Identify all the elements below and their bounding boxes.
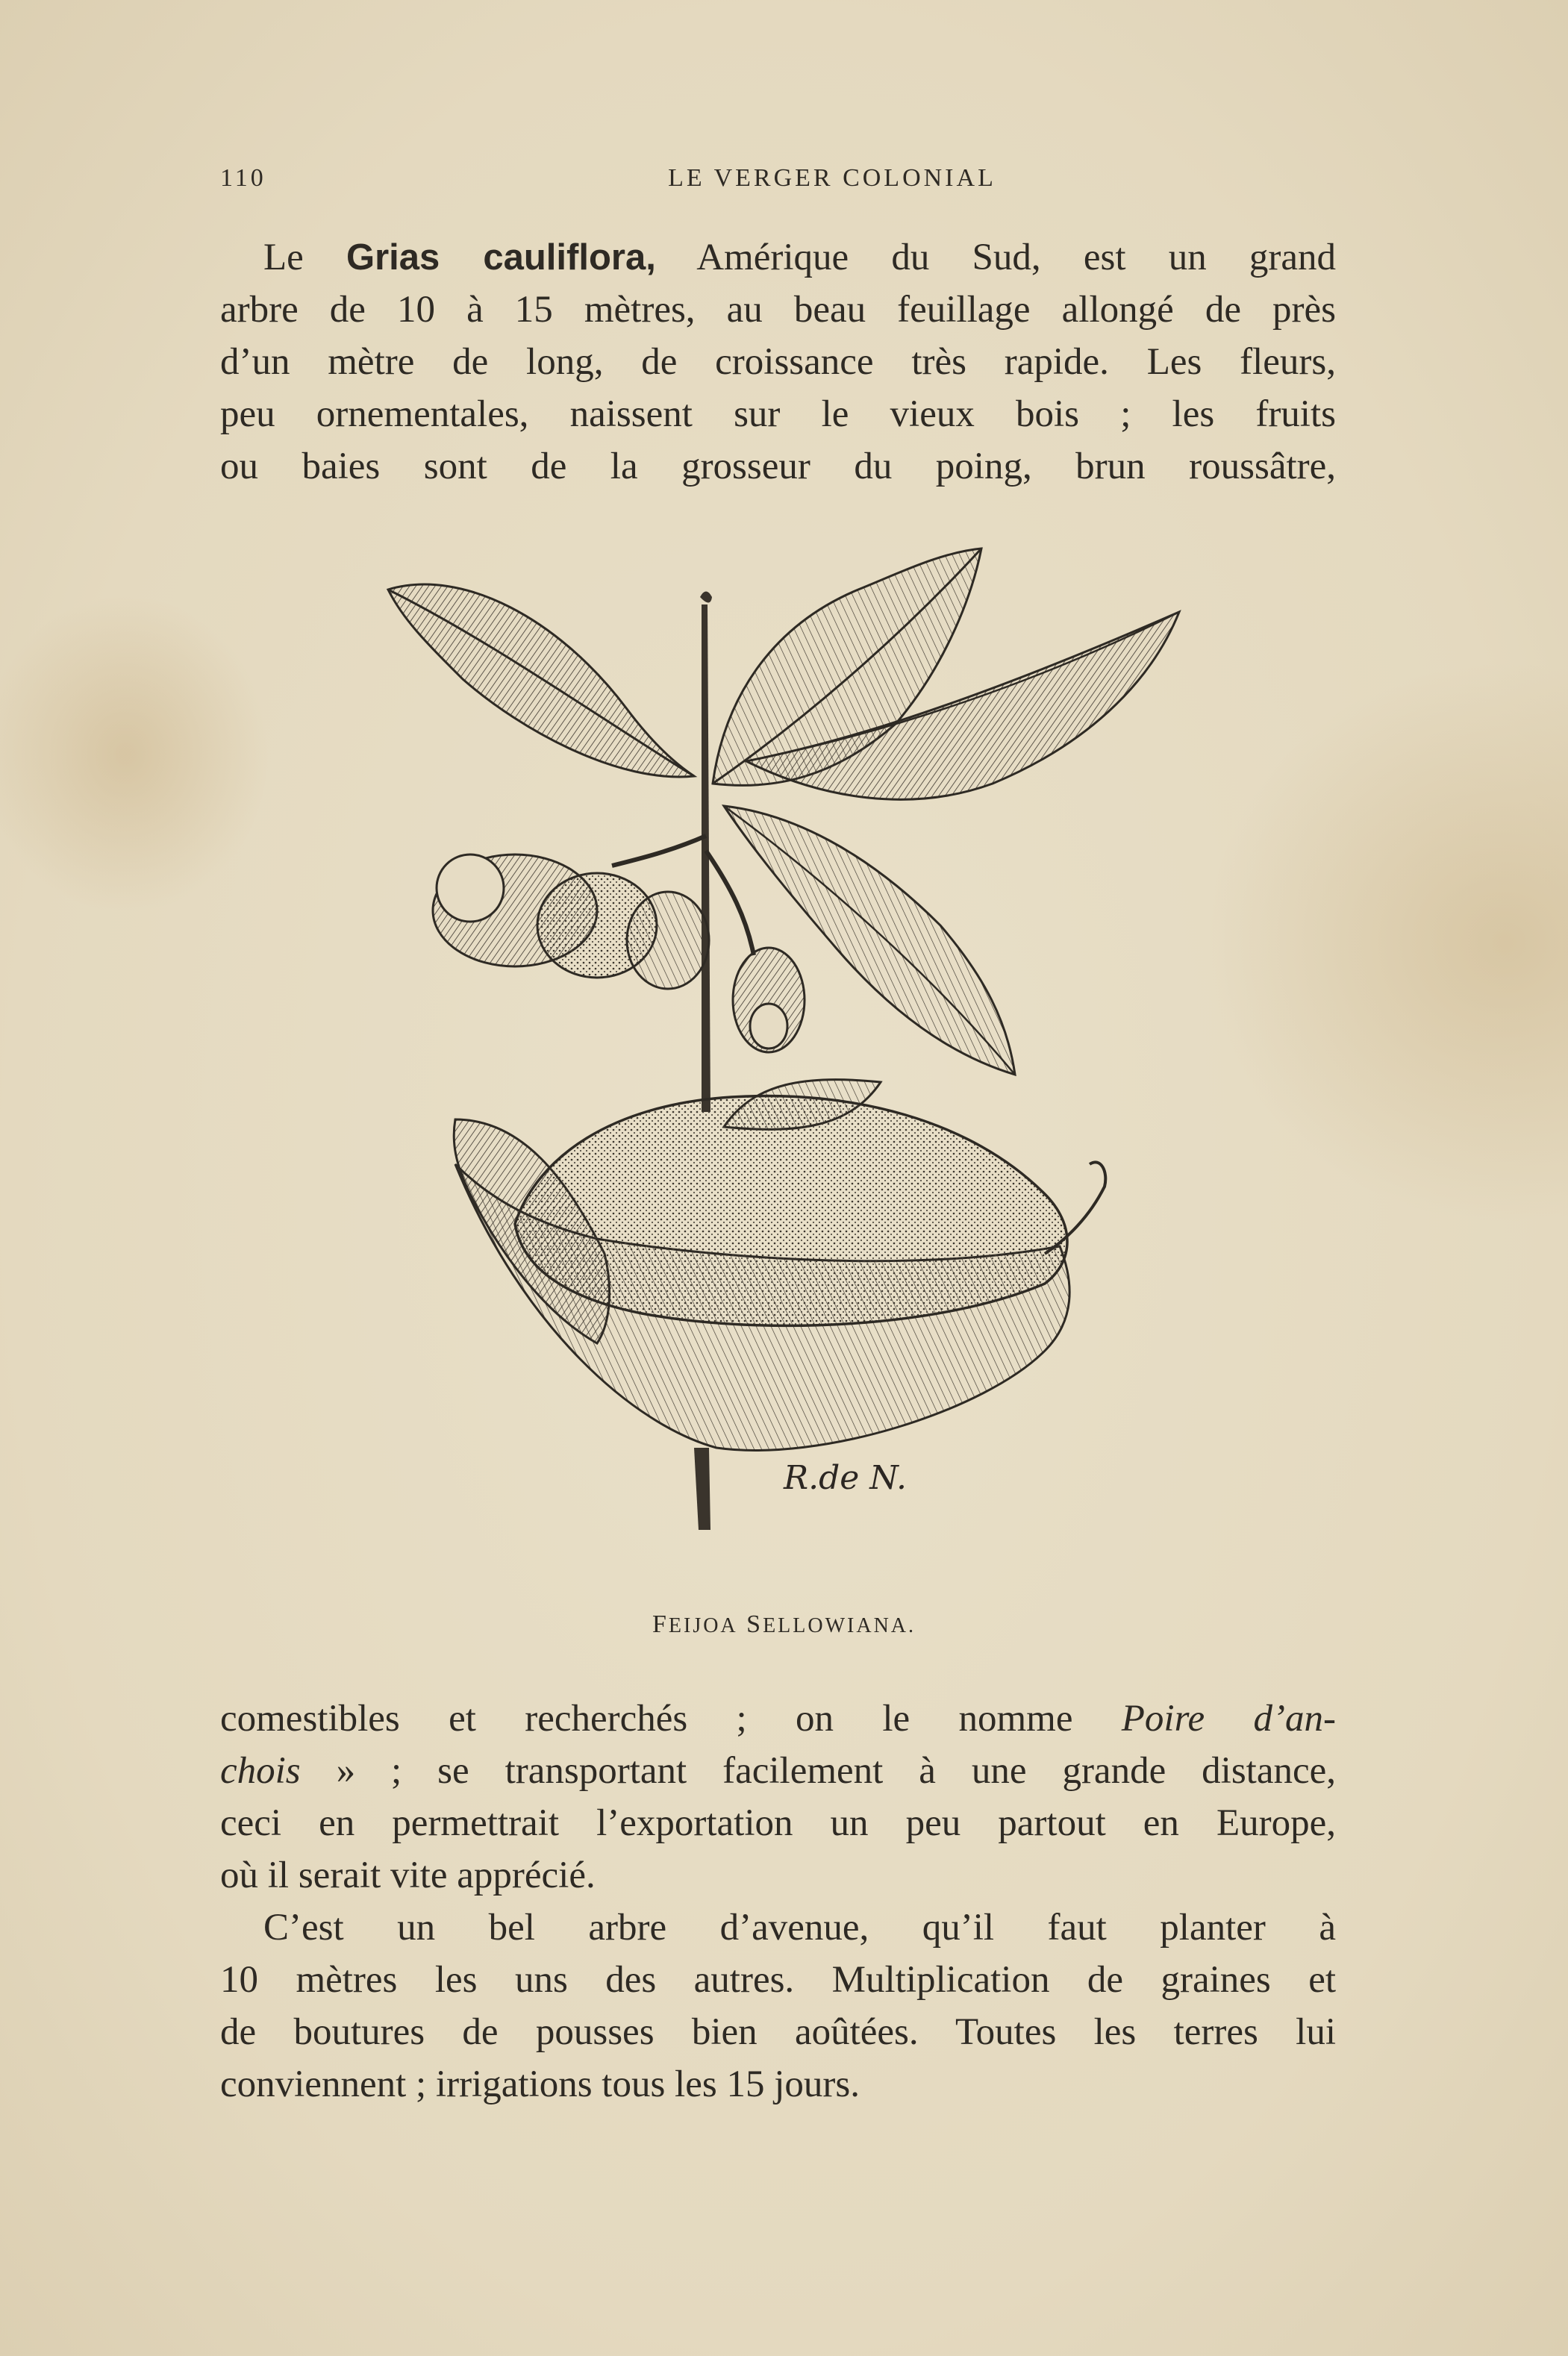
text-line	[220, 231, 1336, 284]
text-line: d’un mètre de long, de croissance très rapide. Les fleurs,	[220, 341, 1336, 383]
text-line: de boutures de pousses bien aoûtées. Toutes les terres lui	[220, 2011, 1336, 2053]
text-span: Amérique du Sud, est un grand	[655, 237, 1337, 278]
text-line: peu ornementales, naissent sur le vieux bois ; les fruits	[220, 393, 1336, 435]
page-number: 110	[220, 164, 266, 192]
text-line: ceci en permettrait l’exportation un peu partout en Europe,	[220, 1802, 1336, 1844]
italic-term: chois	[220, 1750, 301, 1792]
caption-smallcaps: EIJOA	[668, 1614, 738, 1637]
species-name: Grias cauliflora,	[346, 237, 656, 278]
text-line: ou baies sont de la grosseur du poing, brun roussâtre,	[220, 446, 1336, 487]
text-line	[220, 1693, 1336, 1745]
feijoa-illustration	[373, 537, 1194, 1582]
text-span: comestibles et recherchés ; on le nomme	[220, 1698, 1122, 1740]
flower-buds	[433, 836, 805, 1052]
text-line: 10 mètres les uns des autres. Multiplication de graines et	[220, 1959, 1336, 2001]
caption-initial: F	[652, 1610, 669, 1638]
text-line: conviennent ; irrigations tous les 15 jours.	[220, 2063, 860, 2105]
artist-signature: R.de N.	[784, 1459, 907, 1497]
figure-caption	[0, 1610, 1568, 1639]
fruit	[454, 1096, 1105, 1451]
running-title: LE VERGER COLONIAL	[668, 164, 996, 192]
paragraph-cultivation	[220, 1902, 1336, 2110]
running-head	[220, 164, 1332, 194]
caption-initial: S	[746, 1610, 763, 1638]
text-line: où il serait vite apprécié.	[220, 1855, 596, 1896]
text-line: arbre de 10 à 15 mètres, au beau feuillage allongé de près	[220, 289, 1336, 331]
caption-smallcaps: ELLOWIANA.	[763, 1614, 916, 1637]
upper-left-leaf	[388, 584, 694, 777]
italic-term: Poire d’an-	[1121, 1698, 1336, 1740]
text-line	[220, 1745, 1336, 1797]
paragraph-fruit-use	[220, 1693, 1336, 1902]
text-line: C’est un bel arbre d’avenue, qu’il faut planter à	[263, 1907, 1336, 1949]
text-span: » ; se transportant facilement à une grande distance,	[300, 1750, 1336, 1792]
text-span: Le	[263, 237, 346, 278]
paragraph-grias	[220, 231, 1336, 493]
